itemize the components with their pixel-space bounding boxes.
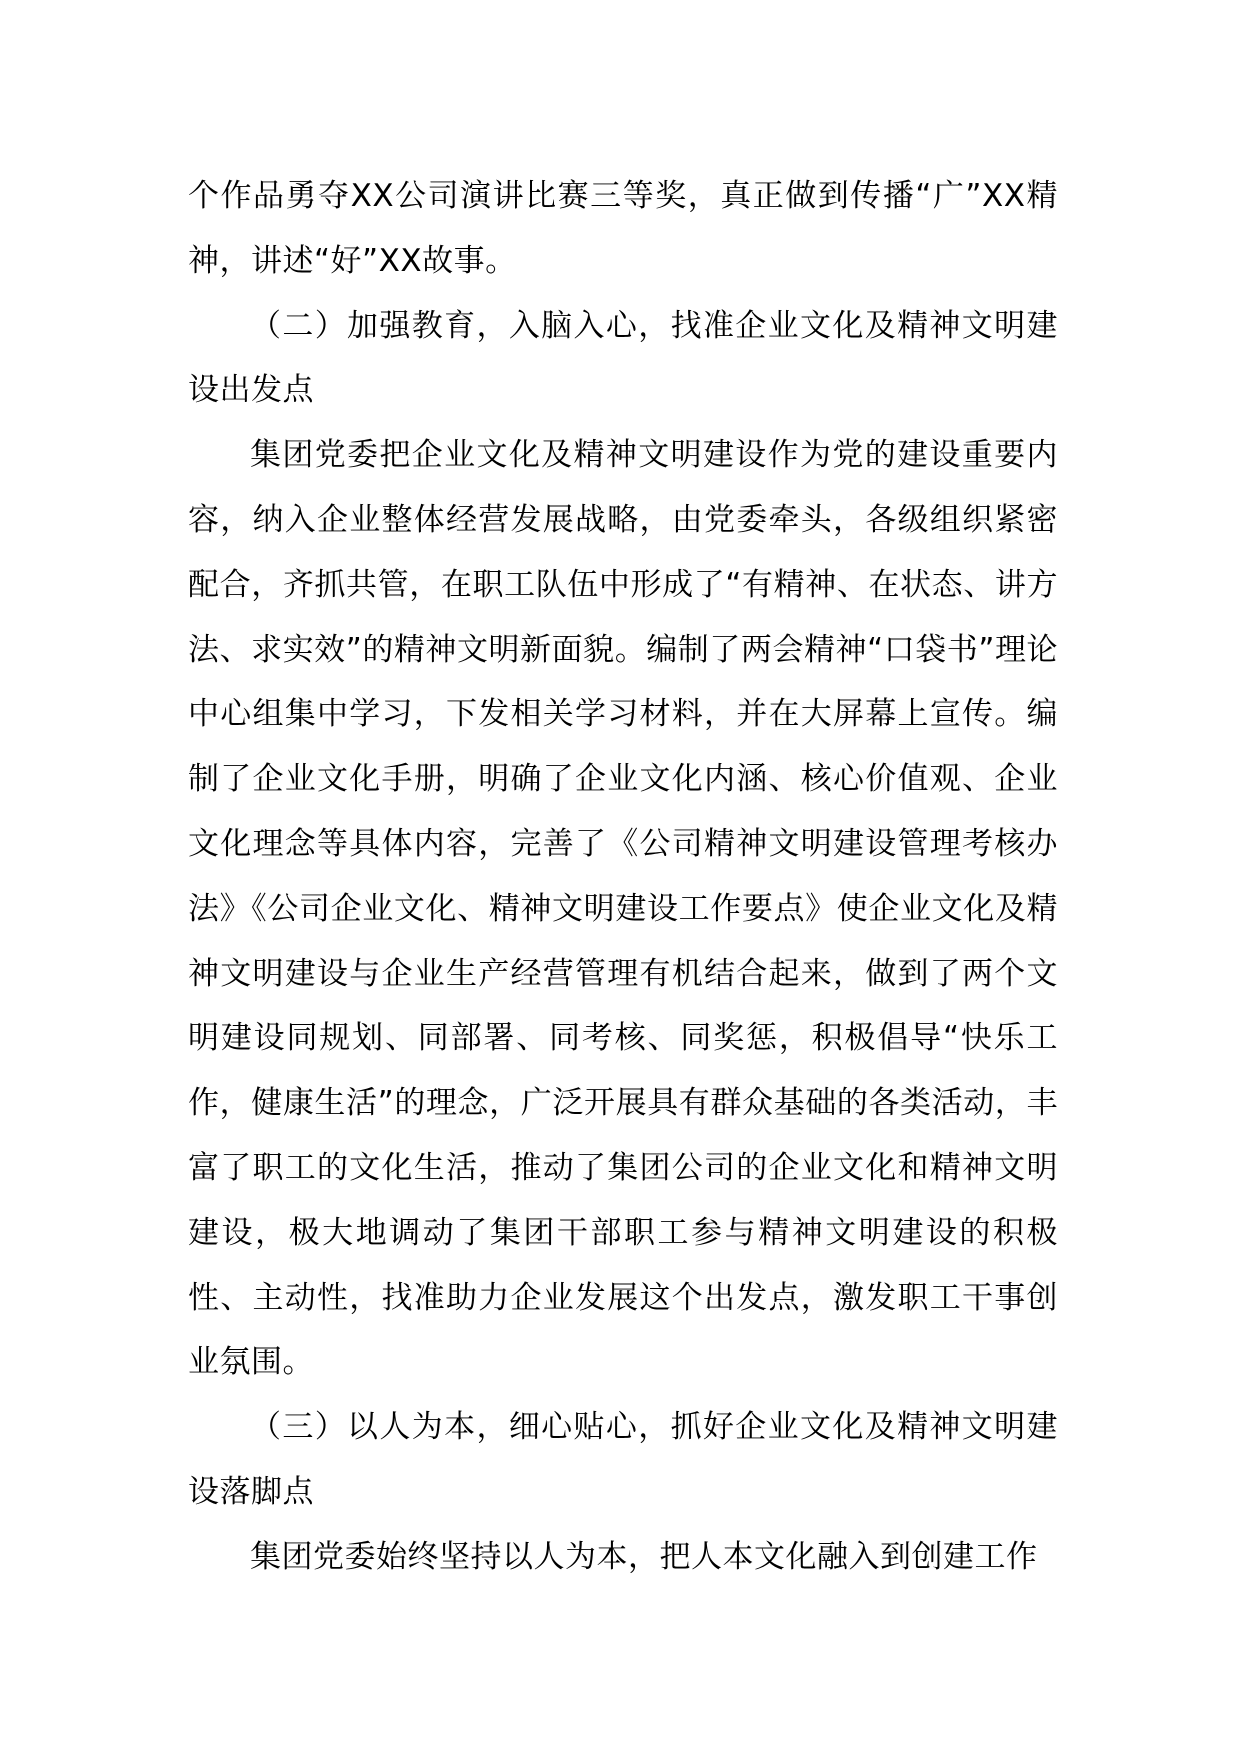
paragraph-continuation: 个作品勇夺XX公司演讲比赛三等奖，真正做到传播“广”XX精神，讲述“好”XX故事。: [188, 178, 1058, 279]
paragraph-section-3: 集团党委始终坚持以人为本，把人本文化融入到创建工作: [250, 1538, 1038, 1575]
paragraph-section-2: 集团党委把企业文化及精神文明建设作为党的建设重要内容，纳入企业整体经营发展战略，由党委牵头，各级组织紧密配合，齐抓共管，在职工队伍中形成了“有精神、在状态、讲方法、求实效”的精神文明新面貌。编制了两会精神“口袋书”理论中心组集中学习，下发相关学习材料，并在大屏幕上宣传。编制了企业文化手册，明确了企业文化内涵、核心价值观、企业文化理念等具体内容，完善了《公司精神文明建设管理考核办法》《公司企业文化、精神文明建设工作要点》使企业文化及精神文明建设与企业生产经营管理有机结合起来，做到了两个文明建设同规划、同部署、同考核、同奖惩，积极倡导“快乐工作，健康生活”的理念，广泛开展具有群众基础的各类活动，丰富了职工的文化生活，推动了集团公司的企业文化和精神文明建设，极大地调动了集团干部职工参与精神文明建设的积极性、主动性，找准助力企业发展这个出发点，激发职工干事创业氛围。: [188, 437, 1058, 1381]
section-heading-3: （三）以人为本，细心贴心，抓好企业文化及精神文明建设落脚点: [188, 1409, 1058, 1510]
document-body: [188, 164, 1058, 1590]
section-heading-2: （二）加强教育，入脑入心，找准企业文化及精神文明建设出发点: [188, 307, 1058, 409]
